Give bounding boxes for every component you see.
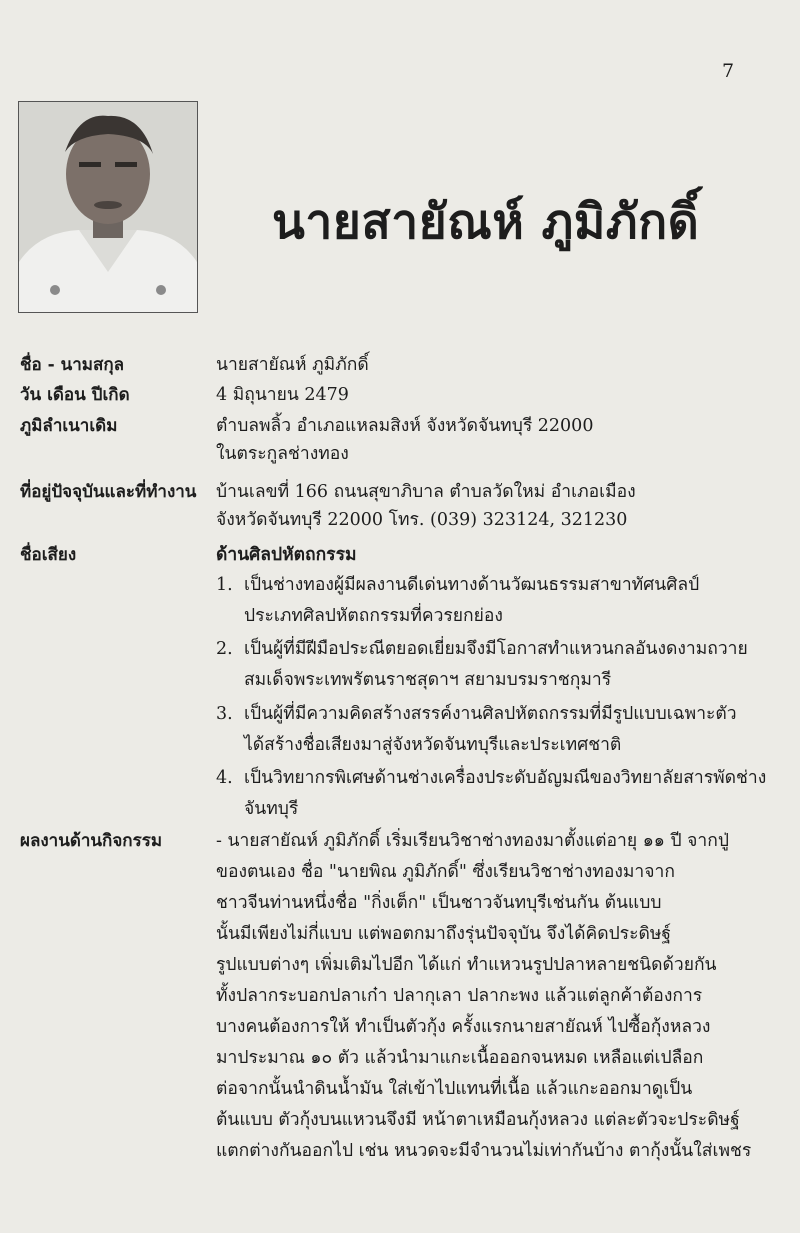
fame-item-line: เป็นผู้ที่มีความคิดสร้างสรรค์งานศิลปหัตถกรรมที่มีรูปแบบเฉพาะตัว	[244, 704, 737, 724]
page-title: นายสายัณห์ ภูมิภักดิ์	[272, 194, 700, 250]
origin-line: ในตระกูลช่างทอง	[216, 444, 349, 464]
activity-line: - นายสายัณห์ ภูมิภักดิ์ เริ่มเรียนวิชาช่างทองมาตั้งแต่อายุ ๑๑ ปี จากปู่	[216, 831, 729, 851]
activity-line: บางคนต้องการให้ ทำเป็นตัวกุ้ง ครั้งแรกนายสายัณห์ ไปซื้อกุ้งหลวง	[216, 1017, 711, 1037]
name-value: นายสายัณห์ ภูมิภักดิ์	[216, 355, 369, 375]
activity-line: มาประมาณ ๑๐ ตัว แล้วนำมาแกะเนื้อออกจนหมด เหลือแต่เปลือก	[216, 1048, 704, 1068]
fame-item-line: ได้สร้างชื่อเสียงมาสู่จังหวัดจันทบุรีและประเทศชาติ	[244, 735, 622, 755]
fame-item-line: สมเด็จพระเทพรัตนราชสุดาฯ สยามบรมราชกุมารี	[244, 670, 612, 690]
fame-heading: ด้านศิลปหัตถกรรม	[216, 545, 357, 565]
birth-value: 4 มิถุนายน 2479	[216, 385, 349, 405]
fame-item-number: 1.	[216, 575, 233, 595]
birth-label: วัน เดือน ปีเกิด	[20, 385, 130, 405]
activity-line: รูปแบบต่างๆ เพิ่มเติมไปอีก ได้แก่ ทำแหวนรูปปลาหลายชนิดด้วยกัน	[216, 955, 717, 975]
activity-line: ต่อจากนั้นนำดินน้ำมัน ใส่เข้าไปแทนที่เนื้อ แล้วแกะออกมาดูเป็น	[216, 1079, 693, 1099]
fame-item-line: ประเภทศิลปหัตถกรรมที่ควรยกย่อง	[244, 606, 503, 626]
activity-line: นั้นมีเพียงไม่กี่แบบ แต่พอตกมาถึงรุ่นปัจจุบัน จึงได้คิดประดิษฐ์	[216, 924, 672, 944]
portrait-photo	[18, 101, 198, 313]
activity-line: ทั้งปลากระบอกปลาเก๋า ปลากุเลา ปลากะพง แล้วแต่ลูกค้าต้องการ	[216, 986, 703, 1006]
origin-value	[216, 412, 776, 468]
page-number: 7	[722, 60, 735, 82]
origin-line: ตำบลพลิ้ว อำเภอแหลมสิงห์ จังหวัดจันทบุรี 22000	[216, 416, 594, 436]
fame-item-number: 3.	[216, 704, 233, 724]
fame-item-number: 4.	[216, 768, 233, 788]
fame-label: ชื่อเสียง	[20, 545, 77, 565]
origin-label: ภูมิลำเนาเดิม	[20, 416, 118, 436]
fame-item-line: เป็นช่างทองผู้มีผลงานดีเด่นทางด้านวัฒนธรรมสาขาทัศนศิลป์	[244, 575, 700, 595]
fame-item-line: เป็นวิทยากรพิเศษด้านช่างเครื่องประดับอัญมณีของวิทยาลัยสารพัดช่าง	[244, 768, 767, 788]
activity-line: ชาวจีนท่านหนึ่งชื่อ "กิ่งเต็ก" เป็นชาวจันทบุรีเช่นกัน ต้นแบบ	[216, 893, 662, 913]
fame-item-line: เป็นผู้ที่มีฝีมือประณีตยอดเยี่ยมจึงมีโอกาสทำแหวนกลอันงดงามถวาย	[244, 639, 748, 659]
portrait-image	[19, 102, 197, 312]
name-label: ชื่อ - นามสกุล	[20, 355, 125, 375]
address-value	[216, 478, 776, 534]
fame-item-number: 2.	[216, 639, 233, 659]
activity-line: แตกต่างกันออกไป เช่น หนวดจะมีจำนวนไม่เท่ากันบ้าง ตากุ้งนั้นใส่เพชร	[216, 1141, 752, 1161]
activity-line: ต้นแบบ ตัวกุ้งบนแหวนจึงมี หน้าตาเหมือนกุ้งหลวง แต่ละตัวจะประดิษฐ์	[216, 1110, 740, 1130]
activity-line: ของตนเอง ชื่อ "นายพิณ ภูมิภักดิ์" ซึ่งเรียนวิชาช่างทองมาจาก	[216, 862, 675, 882]
address-line: บ้านเลขที่ 166 ถนนสุขาภิบาล ตำบลวัดใหม่ อำเภอเมือง	[216, 482, 636, 502]
activity-label: ผลงานด้านกิจกรรม	[20, 831, 163, 851]
address-label: ที่อยู่ปัจจุบันและที่ทำงาน	[20, 482, 197, 502]
address-line: จังหวัดจันทบุรี 22000 โทร. (039) 323124, 321230	[216, 510, 628, 530]
fame-item-line: จันทบุรี	[244, 799, 299, 819]
activity-body	[216, 826, 776, 1167]
